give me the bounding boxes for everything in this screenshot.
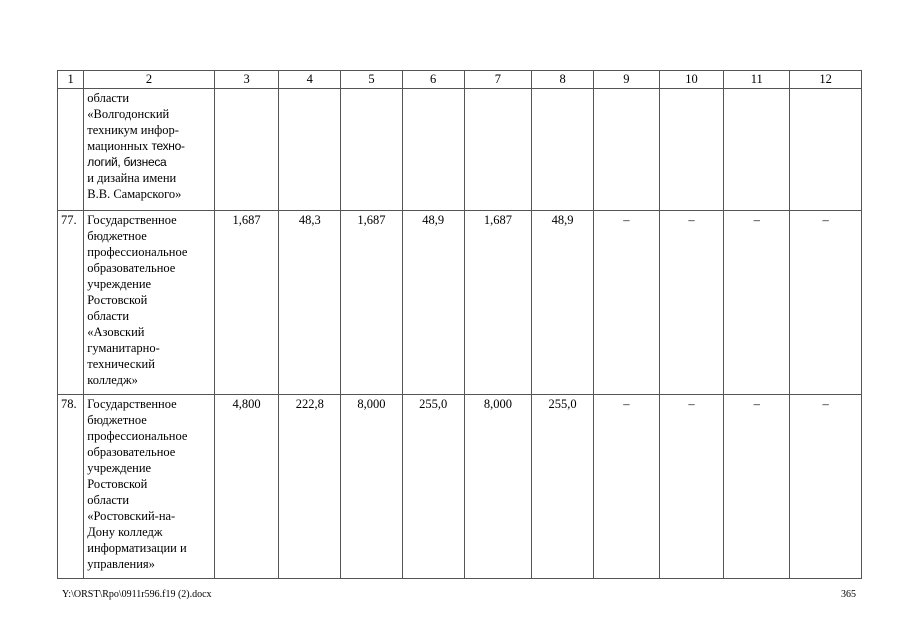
value-cell: 48,9 (532, 211, 594, 395)
header-cell: 12 (790, 71, 862, 89)
name-line: бюджетное (87, 413, 147, 427)
value-cell: 1,687 (341, 211, 403, 395)
value-cell (532, 89, 594, 211)
name-line (87, 138, 210, 154)
value-cell: – (593, 395, 659, 579)
value-cell: – (659, 395, 724, 579)
value-cell (659, 89, 724, 211)
file-path-footer: Y:\ORST\Rpo\0911r596.f19 (2).docx (62, 589, 212, 600)
name-line: Ростовской (87, 293, 148, 307)
value-cell: 48,3 (279, 211, 341, 395)
value-cell: 8,000 (464, 395, 532, 579)
value-cell (593, 89, 659, 211)
table-row (58, 211, 862, 395)
header-cell: 5 (341, 71, 403, 89)
name-line: области (87, 91, 130, 105)
value-cell: 255,0 (532, 395, 594, 579)
page-number: 365 (841, 589, 856, 600)
value-cell: 1,687 (214, 211, 279, 395)
header-cell: 8 (532, 71, 594, 89)
row-index-cell: 78. (58, 395, 84, 579)
document-table (57, 70, 862, 579)
header-cell: 2 (84, 71, 214, 89)
column-number-row (58, 71, 862, 89)
value-cell (724, 89, 790, 211)
name-line: образовательное (87, 445, 176, 459)
header-cell: 4 (279, 71, 341, 89)
value-cell: – (724, 211, 790, 395)
name-line: «Азовский (87, 325, 145, 339)
value-cell: 48,9 (402, 211, 464, 395)
name-line: «Волгодонский (87, 107, 170, 121)
name-line: Государственное (87, 213, 177, 227)
name-fragment-sans: техно- (151, 139, 185, 153)
name-line: учреждение (87, 277, 152, 291)
name-line: области (87, 493, 130, 507)
value-cell: – (593, 211, 659, 395)
institution-name-cell (84, 211, 214, 395)
name-fragment: мационных (87, 139, 152, 153)
header-cell: 3 (214, 71, 279, 89)
name-line: Дону колледж (87, 525, 163, 539)
name-line: «Ростовский-на- (87, 509, 176, 523)
name-line: профессиональное (87, 429, 188, 443)
name-line: и дизайна имени (87, 171, 177, 185)
name-line: профессиональное (87, 245, 188, 259)
name-line: технический (87, 357, 155, 371)
name-line: учреждение (87, 461, 152, 475)
name-line: Ростовской (87, 477, 148, 491)
header-cell: 10 (659, 71, 724, 89)
table-row (58, 395, 862, 579)
name-line: Государственное (87, 397, 177, 411)
name-line: информатизации и (87, 541, 187, 555)
value-cell: 222,8 (279, 395, 341, 579)
value-cell (402, 89, 464, 211)
value-cell (279, 89, 341, 211)
header-cell: 1 (58, 71, 84, 89)
value-cell (464, 89, 532, 211)
value-cell: – (790, 395, 862, 579)
value-cell (214, 89, 279, 211)
value-cell: 255,0 (402, 395, 464, 579)
value-cell: – (790, 211, 862, 395)
name-line: области (87, 309, 130, 323)
value-cell: 1,687 (464, 211, 532, 395)
value-cell: 8,000 (341, 395, 403, 579)
name-line: гуманитарно- (87, 341, 160, 355)
institution-name-cell (84, 395, 214, 579)
row-index-cell (58, 89, 84, 211)
header-cell: 7 (464, 71, 532, 89)
value-cell (790, 89, 862, 211)
name-line: управления» (87, 557, 155, 571)
header-cell: 6 (402, 71, 464, 89)
value-cell: – (724, 395, 790, 579)
value-cell (341, 89, 403, 211)
value-cell: – (659, 211, 724, 395)
value-cell: 4,800 (214, 395, 279, 579)
row-index-cell: 77. (58, 211, 84, 395)
name-line: техникум инфор- (87, 123, 179, 137)
name-line: образовательное (87, 261, 176, 275)
name-line-sans: логий, бизнеса (87, 155, 167, 169)
header-cell: 9 (593, 71, 659, 89)
institution-name-cell (84, 89, 214, 211)
header-cell: 11 (724, 71, 790, 89)
name-line: В.В. Самарского» (87, 187, 182, 201)
name-line: бюджетное (87, 229, 147, 243)
table-row-continuation (58, 89, 862, 211)
name-line: колледж» (87, 373, 138, 387)
